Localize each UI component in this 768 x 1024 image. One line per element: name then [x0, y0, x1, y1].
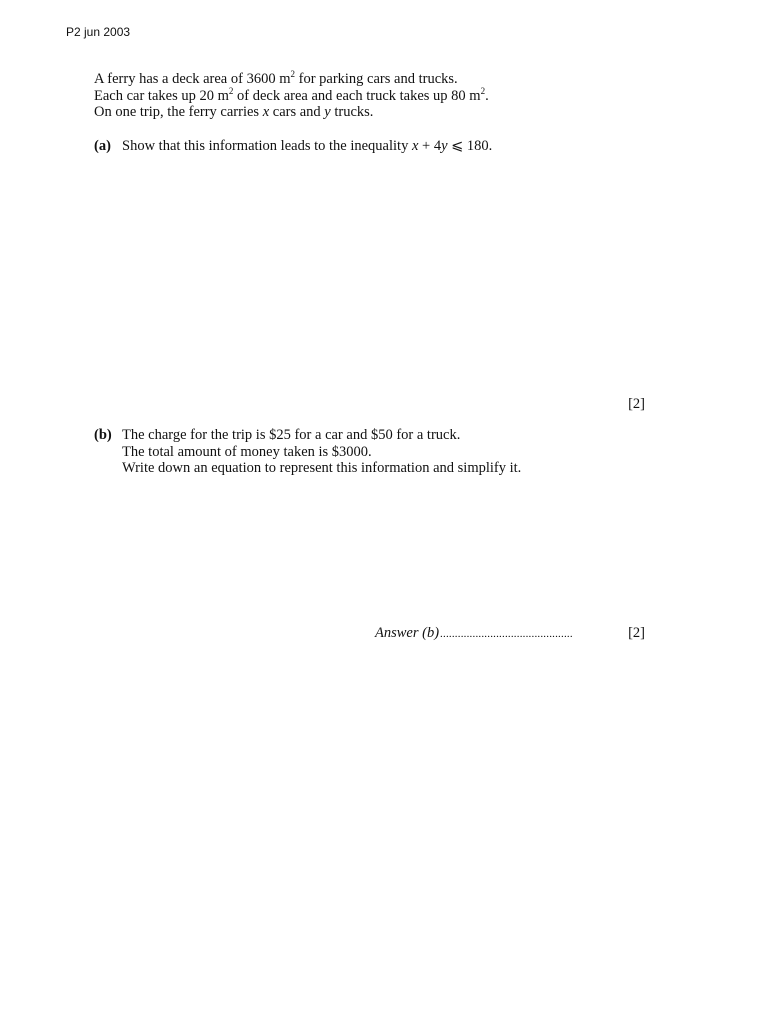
- part-b-marks: [2]: [628, 625, 645, 641]
- variable-y: y: [324, 104, 331, 120]
- superscript: 2: [290, 69, 295, 79]
- part-a-body: [122, 138, 492, 155]
- answer-b-label: Answer (b): [375, 625, 440, 641]
- page-header-note: P2 jun 2003: [66, 25, 131, 39]
- variable-x: x: [262, 104, 270, 120]
- answer-b-line[interactable]: [375, 625, 645, 643]
- part-a-label: (a): [94, 138, 111, 154]
- answer-b-dots[interactable]: .............................................: [440, 628, 573, 640]
- part-b-label: (b): [94, 427, 112, 443]
- stem-line-2: Each car takes up 20 $m^2$ of deck area and each truck takes up 80 $m^2$.: [94, 85, 489, 104]
- variable-y: y: [441, 138, 448, 154]
- superscript: 2: [228, 85, 234, 96]
- question-stem: [94, 71, 489, 121]
- part-b-line-2: The total amount of money taken is $3000.: [122, 443, 372, 460]
- part-a-marks: [2]: [628, 396, 645, 412]
- part-a-text: Show that this information leads to the inequality x + 4y ⩽ 180.: [122, 138, 493, 154]
- stem-line-3: On one trip, the ferry carries x cars and y trucks.: [94, 104, 374, 120]
- part-b-line-3: Write down an equation to represent this information and simplify it.: [122, 460, 522, 476]
- superscript: 2: [480, 85, 486, 96]
- variable-x: x: [411, 138, 419, 154]
- stem-line-1: A ferry has a deck area of 3600 $m^2$ for parking cars and trucks.: [94, 69, 458, 87]
- part-b-line-1: The charge for the trip is $25 for a car and $50 for a truck.: [122, 427, 461, 443]
- part-b-body: [122, 427, 521, 477]
